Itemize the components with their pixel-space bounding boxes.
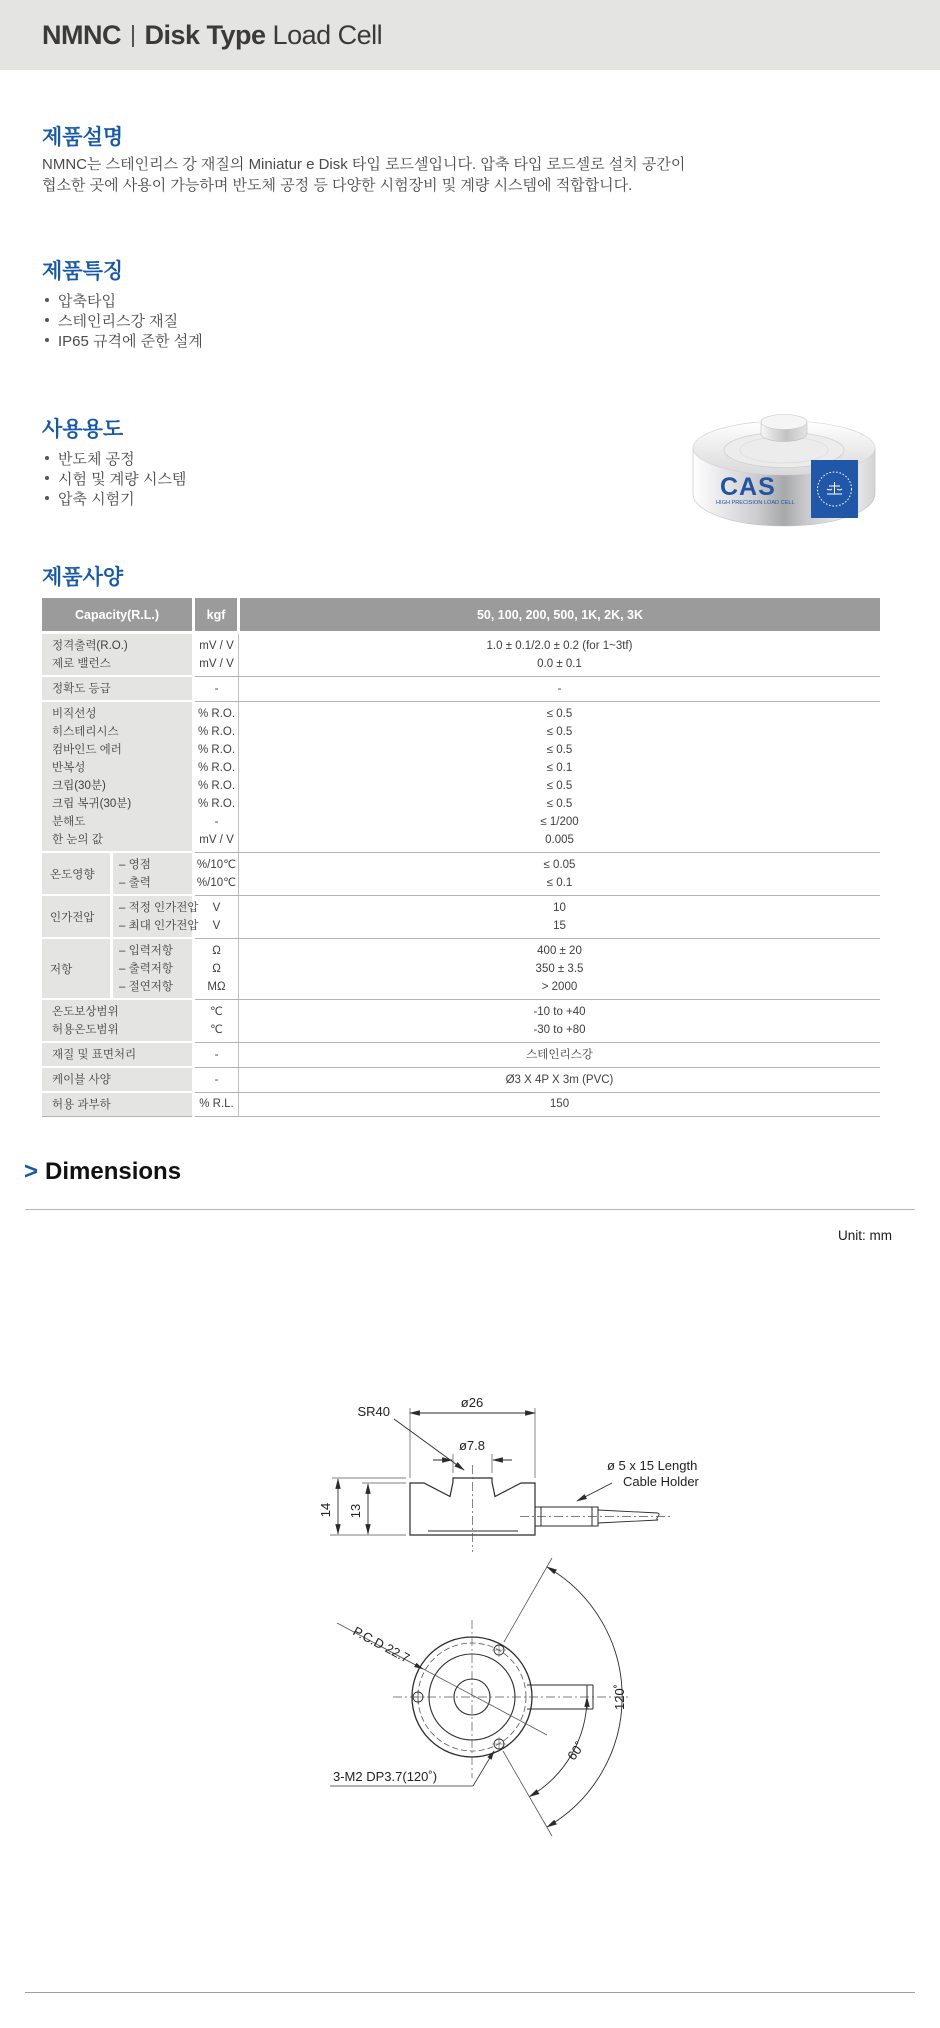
bullet-icon bbox=[45, 456, 49, 460]
side-view-dim-lines bbox=[330, 1408, 670, 1552]
spec-value-cell: 스테인리스강 bbox=[239, 1042, 881, 1067]
spec-value-cell: 1.0 ± 0.1/2.0 ± 0.2 (for 1~3tf) 0.0 ± 0.1 bbox=[239, 633, 881, 677]
spec-sub-labels: – 적정 인가전압 – 최대 인가전압 bbox=[119, 901, 199, 932]
section-heading-applications: 사용용도 bbox=[42, 418, 124, 441]
dim-label-cable-line1: ø 5 x 15 Length bbox=[607, 1458, 698, 1473]
brand-tagline: HIGH PRECISION LOAD CELL bbox=[716, 500, 795, 506]
spec-row bbox=[42, 895, 880, 938]
spec-label-cell: 정격출력(R.O.) 제로 밸런스 bbox=[42, 633, 194, 677]
page-title bbox=[42, 0, 382, 70]
spec-col-unit: kgf bbox=[194, 598, 239, 633]
list-item bbox=[42, 330, 203, 350]
title-band bbox=[0, 0, 940, 70]
spec-table-body bbox=[42, 633, 880, 1117]
spec-label-cell: 정확도 등급 bbox=[42, 676, 194, 701]
dimensions-drawing bbox=[230, 1370, 720, 1930]
title-separator: | bbox=[130, 20, 136, 47]
dim-label-sr40: SR40 bbox=[357, 1404, 390, 1419]
spec-row bbox=[42, 676, 880, 701]
spec-group-label: 온도영향 bbox=[42, 853, 113, 894]
brand-logo-text: CAS bbox=[720, 473, 776, 501]
spec-row bbox=[42, 999, 880, 1042]
spec-group-label: 인가전압 bbox=[42, 896, 113, 937]
list-item-label: 반도체 공정 bbox=[58, 450, 135, 468]
spec-unit-cell: - bbox=[194, 676, 239, 701]
list-item bbox=[42, 468, 186, 488]
loadcell-body-graphic bbox=[693, 415, 875, 527]
product-photo bbox=[683, 390, 885, 548]
spec-row bbox=[42, 633, 880, 677]
bullet-icon bbox=[45, 496, 49, 500]
list-item-label: 시험 및 계량 시스템 bbox=[58, 470, 187, 488]
spec-row bbox=[42, 1042, 880, 1067]
spec-sub-labels: – 영점 – 출력 bbox=[119, 858, 151, 889]
side-view-labels bbox=[318, 1395, 700, 1518]
spec-row bbox=[42, 701, 880, 852]
spec-value-cell: ≤ 0.05 ≤ 0.1 bbox=[239, 852, 881, 895]
spec-label-cell bbox=[42, 938, 194, 999]
applications-list bbox=[42, 448, 186, 508]
spec-label-cell: 재질 및 표면처리 bbox=[42, 1042, 194, 1067]
spec-label-cell: 비직선성 히스테리시스 컴바인드 에러 반복성 크립(30분) 크립 복귀(30분) 분해도 한 눈의 값 bbox=[42, 701, 194, 852]
spec-unit-cell: % R.L. bbox=[194, 1092, 239, 1117]
description-text: NMNC는 스테인리스 강 재질의 Miniatur e Disk 타입 로드셀입니다. 압축 타입 로드셀로 설치 공간이 협소한 곳에 사용이 가능하며 반도체 공정 등 다양한 시험장비 및 계량 시스템에 적합합니다. bbox=[42, 156, 686, 194]
list-item bbox=[42, 488, 186, 508]
list-item-label: 압축타입 bbox=[58, 292, 116, 310]
list-item-label: IP65 규격에 준한 설계 bbox=[58, 332, 203, 350]
spec-unit-cell: % R.O. % R.O. % R.O. % R.O. % R.O. % R.O. - mV / V bbox=[194, 701, 239, 852]
spec-sub-labels: – 입력저항 – 출력저항 – 절연저항 bbox=[119, 944, 174, 993]
dim-label-height14: 14 bbox=[318, 1502, 333, 1518]
dim-label-angle120: 120˚ bbox=[612, 1683, 627, 1711]
list-item-label: 스테인리스강 재질 bbox=[58, 312, 179, 330]
list-item bbox=[42, 310, 203, 330]
spec-unit-cell: - bbox=[194, 1067, 239, 1092]
spec-col-range: 50, 100, 200, 500, 1K, 2K, 3K bbox=[239, 598, 881, 633]
spec-value-cell: -10 to +40 -30 to +80 bbox=[239, 999, 881, 1042]
list-item-label: 압축 시험기 bbox=[58, 490, 135, 508]
spec-row bbox=[42, 938, 880, 999]
spec-table bbox=[42, 598, 880, 1117]
spec-label-cell bbox=[42, 895, 199, 938]
spec-label-cell: 허용 과부하 bbox=[42, 1092, 194, 1117]
bottom-view-labels bbox=[333, 1623, 627, 1784]
spec-group-label: 저항 bbox=[42, 939, 113, 998]
spec-row bbox=[42, 1067, 880, 1092]
spec-unit-cell: %/10℃ %/10℃ bbox=[194, 852, 239, 895]
features-list bbox=[42, 290, 203, 350]
dim-label-height13: 13 bbox=[348, 1503, 363, 1519]
side-view bbox=[410, 1478, 659, 1535]
section-heading-features: 제품특징 bbox=[42, 260, 124, 283]
dim-label-diameter78: ø7.8 bbox=[458, 1438, 486, 1453]
dim-label-angle60: 60˚ bbox=[564, 1739, 588, 1764]
list-item bbox=[42, 448, 186, 468]
spec-label-cell bbox=[42, 852, 194, 895]
spec-value-cell: - bbox=[239, 676, 881, 701]
list-item bbox=[42, 290, 203, 310]
title-suffix: Load Cell bbox=[272, 19, 383, 50]
dim-label-cable-line2: Cable Holder bbox=[623, 1474, 699, 1489]
section-heading-specs: 제품사양 bbox=[42, 566, 124, 589]
footer-divider-line bbox=[25, 1992, 915, 1993]
spec-col-capacity: Capacity(R.L.) bbox=[42, 598, 194, 633]
bullet-icon bbox=[45, 476, 49, 480]
dim-label-tap: 3-M2 DP3.7(120˚) bbox=[333, 1769, 438, 1784]
spec-label-cell: 온도보상범위 허용온도범위 bbox=[42, 999, 194, 1042]
spec-value-cell: 400 ± 20 350 ± 3.5 > 2000 bbox=[239, 938, 881, 999]
spec-table-head bbox=[42, 598, 880, 633]
spec-value-cell: ≤ 0.5 ≤ 0.5 ≤ 0.5 ≤ 0.1 ≤ 0.5 ≤ 0.5 ≤ 1/200 0.005 bbox=[239, 701, 881, 852]
spec-unit-cell: - bbox=[194, 1042, 239, 1067]
section-heading-dimensions bbox=[24, 1158, 181, 1186]
unit-note: Unit: mm bbox=[838, 1228, 892, 1243]
spec-unit-cell: V V bbox=[194, 895, 239, 938]
spec-label-cell: 케이블 사양 bbox=[42, 1067, 194, 1092]
bullet-icon bbox=[45, 338, 49, 342]
dimensions-heading-label: Dimensions bbox=[45, 1158, 182, 1185]
title-type: Disk Type bbox=[144, 19, 266, 50]
spec-unit-cell: ℃ ℃ bbox=[194, 999, 239, 1042]
spec-value-cell: 150 bbox=[239, 1092, 881, 1117]
dim-label-diameter26: ø26 bbox=[460, 1395, 484, 1410]
section-heading-description: 제품설명 bbox=[42, 126, 124, 149]
bottom-view-dim-lines bbox=[330, 1558, 630, 1836]
bullet-icon bbox=[45, 298, 49, 302]
spec-row bbox=[42, 852, 880, 895]
spec-value-cell: 10 15 bbox=[239, 895, 881, 938]
spec-table-wrap bbox=[42, 598, 880, 1117]
spec-unit-cell: mV / V mV / V bbox=[194, 633, 239, 677]
model-name: NMNC bbox=[42, 19, 121, 50]
divider-line bbox=[25, 1209, 915, 1210]
spec-unit-cell: Ω Ω MΩ bbox=[194, 938, 239, 999]
dim-label-pcd: P.C.D 22.7 bbox=[350, 1623, 413, 1666]
spec-row bbox=[42, 1092, 880, 1117]
chevron-right-icon: > bbox=[24, 1158, 39, 1185]
spec-value-cell: Ø3 X 4P X 3m (PVC) bbox=[239, 1067, 881, 1092]
bullet-icon bbox=[45, 318, 49, 322]
